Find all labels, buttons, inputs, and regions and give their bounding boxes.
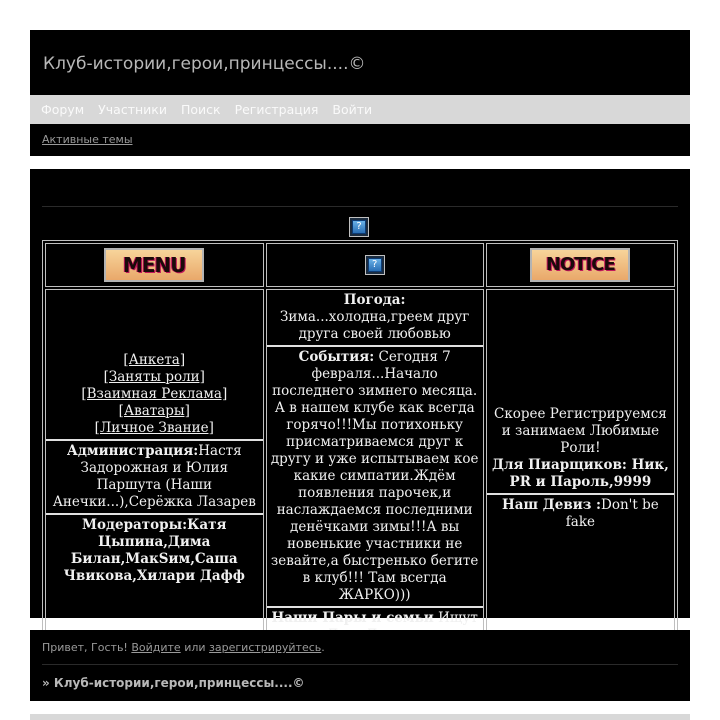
divider [42,664,678,665]
admin-text: Настя Задорожная и Юлия Паршута (Наши Анечки...),Серёжка Лазарев [52,442,256,510]
nav-members[interactable]: Участники [98,102,167,117]
breadcrumb[interactable]: » Клуб-истории,герои,принцессы....© [42,676,305,690]
dot-text: . [321,641,325,654]
motto-block [487,493,674,533]
forum-footer [30,630,690,701]
weather-block [267,290,483,345]
login-link[interactable]: Войдите [131,641,181,654]
broken-image-icon: ? [349,217,369,237]
menu-links [46,350,263,439]
divider [42,206,678,207]
greeting-text: Привет, Гость! [42,641,128,654]
invite-text: Скорее Регистрируемся и занимаем Любимые Роли! [494,405,667,456]
weather-label: Погода: [343,292,406,308]
notice-banner: NOTICE [530,248,630,282]
pr-text: Для Пиарщиков: Ник, PR и Пароль,9999 [491,456,669,490]
nav-register[interactable]: Регистрация [234,102,319,117]
administration-block [46,439,263,513]
link-mutual-ads[interactable]: [Взаимная Реклама] [81,385,228,402]
nav-forum[interactable]: Форум [41,102,85,117]
active-topics-link[interactable]: Активные темы [42,133,133,146]
main-navigation [30,95,690,124]
pairs-text: Ищут [438,610,478,626]
menu-cell [45,289,264,647]
broken-image-icon: ? [365,255,385,275]
register-link[interactable]: зарегистрируйтесь [209,641,322,654]
link-avatars[interactable]: [Аватары] [118,402,190,419]
announcement-panel [30,169,690,626]
news-cell [266,289,484,647]
weather-text: Зима...холодна,греем друг друга своей любовью [279,309,470,342]
link-questionnaire[interactable]: [Анкета] [123,351,186,368]
admin-label: Администрация: [66,442,199,459]
menu-header-cell [45,243,264,287]
notice-header-cell [486,243,675,287]
forum-header [30,30,690,156]
link-taken-roles[interactable]: [Заняты роли] [103,368,205,385]
center-header-cell [266,243,484,287]
or-text: или [184,641,206,654]
pairs-label: Наши Пары и семьи [271,610,434,626]
motto-text: Don't be fake [565,496,659,530]
bottom-bar [30,714,690,720]
link-personal-title[interactable]: [Личное Звание] [94,419,214,436]
moderators-text: Модераторы:Катя Цыпина,Дима Билан,МакSим,Саша Чвикова,Хилари Дафф [63,516,245,584]
nav-search[interactable]: Поиск [180,102,221,117]
menu-banner: MENU [104,248,204,282]
moderators-block [46,513,263,587]
motto-label: Наш Девиз : [502,496,602,513]
nav-login[interactable]: Войти [332,102,373,117]
guest-greeting [42,641,325,654]
events-block [267,345,483,606]
notice-cell [486,289,675,647]
events-text: Сегодня 7 февраля...Начало последнего зимнего месяца. А в нашем клубе как всегда горячо!!!Мы потихоньку присматриваемся друг к другу и уже испытываем кое какие симпатии.Ждём появления парочек,и наслаждаемся последними денёчками зимы!!!А вы новенькие участники не зевайте,а быстренько бегите в клуб!!! Там всегда ЖАРКО))) [270,349,479,603]
invite-block [487,404,674,493]
info-table [42,240,678,650]
site-title: Клуб-истории,герои,принцессы....© [43,54,366,74]
events-label: События: [298,349,375,365]
